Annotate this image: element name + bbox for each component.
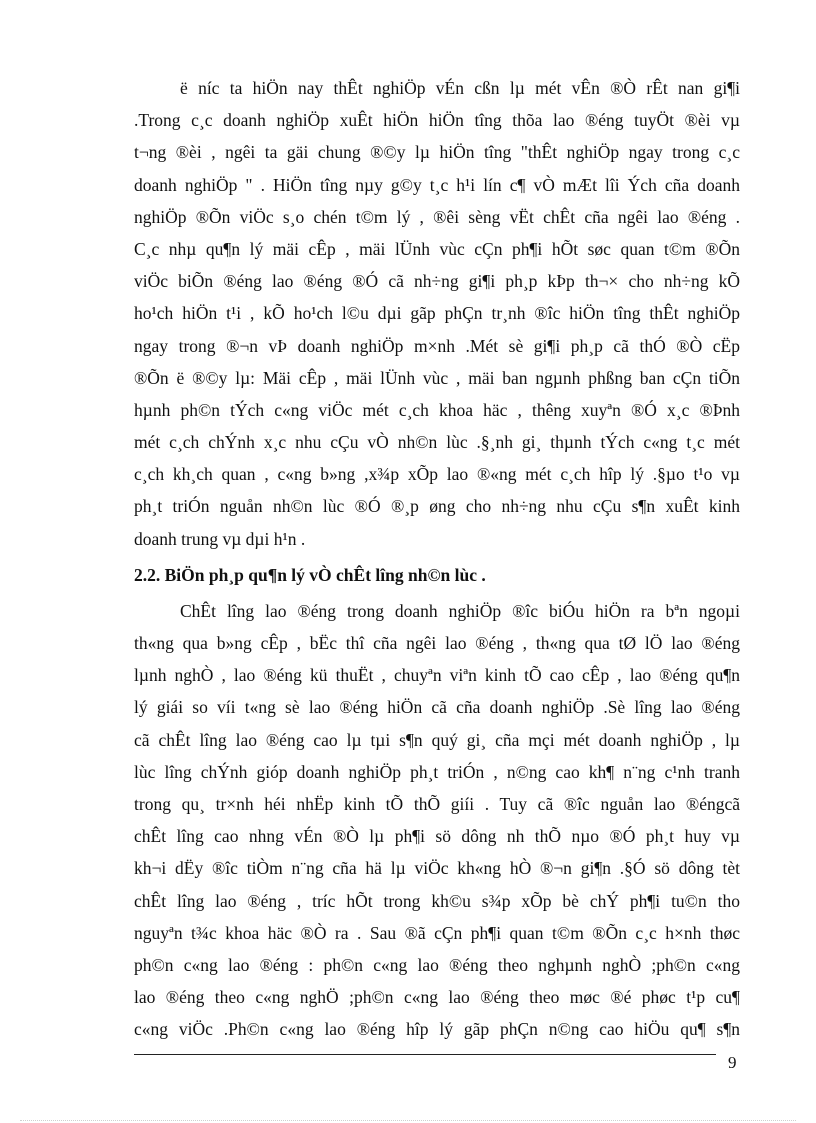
text-line: ChÊt lîng lao ®éng trong doanh nghiÖp ®îc biÓu hiÖn ra bªn ngoµi: [180, 600, 740, 621]
page-edge-divider: [20, 1120, 796, 1121]
text-line: trong qu¸ tr×nh héi nhËp kinh tÕ thÕ giíi . Tuy cã ®îc nguån lao ®éngcã: [134, 793, 740, 814]
text-line: nghiÖp ®Õn viÖc s¸o chén t©m lý , ®êi sèng vËt chÊt cña ngêi lao ®éng .: [134, 206, 740, 227]
text-line: t¬ng ®èi , ngêi ta gäi chung ®©y lµ hiÖn tîng "thÊt nghiÖp ngay trong c¸c: [134, 142, 740, 163]
text-line: chÊt lîng lao ®éng , tríc hÕt trong kh©u s¾p xÕp bè chÝ ph¶i tu©n tho: [134, 890, 740, 911]
text-line: mét c¸ch chÝnh x¸c nhu cÇu vÒ nh©n lùc .§¸nh gi¸ thµnh tÝch c«ng t¸c mét: [134, 432, 740, 453]
text-line: th«ng qua b»ng cÊp , bËc thî cña ngêi lao ®éng , th«ng qua tØ lÖ lao ®éng: [134, 633, 740, 653]
text-line: lµnh nghÒ , lao ®éng kü thuËt , chuyªn viªn kinh tÕ cao cÊp , lao ®éng qu¶n: [134, 665, 740, 686]
text-line: lùc lîng chÝnh gióp doanh nghiÖp ph¸t triÓn , n©ng cao kh¶ n¨ng c¹nh tranh: [134, 761, 740, 782]
footer-rule: [134, 1054, 716, 1055]
text-line: ph¸t triÓn nguån nh©n lùc ®Ó ®¸p øng cho nh÷ng nhu cÇu s¶n xuÊt kinh: [134, 496, 740, 517]
text-line: chÊt lîng cao nhng vÉn ®Ò lµ ph¶i sö dông nh thÕ nµo ®Ó ph¸t huy vµ: [134, 826, 740, 847]
text-line: c«ng viÖc .Ph©n c«ng lao ®éng hîp lý gãp phÇn n©ng cao hiÖu qu¶ s¶n: [134, 1019, 740, 1040]
paragraph-2: [134, 595, 740, 1046]
text-line: lao ®éng theo c«ng nghÖ ;ph©n c«ng lao ®éng theo møc ®é phøc t¹p cu¶: [134, 987, 740, 1008]
text-line: ph©n c«ng lao ®éng : ph©n c«ng lao ®éng theo nghµnh nghÒ ;ph©n c«ng: [134, 954, 740, 975]
page-number: 9: [728, 1053, 737, 1072]
text-line: cã chÊt lîng lao ®éng cao lµ tµi s¶n quý gi¸ cña mçi mét doanh nghiÖp , lµ: [134, 729, 740, 750]
text-line: lý giái so víi t«ng sè lao ®éng hiÖn cã cña doanh nghiÖp .Sè lîng lao ®éng: [134, 697, 740, 718]
text-line: .Trong c¸c doanh nghiÖp xuÊt hiÖn hiÖn tîng thõa lao ®éng tuyÖt ®èi vµ: [134, 110, 740, 131]
text-line: viÖc biÕn ®éng lao ®éng ®Ó cã nh÷ng gi¶i ph¸p kÞp th¬× cho nh÷ng kÕ: [134, 271, 740, 292]
text-line: c¸ch kh¸ch quan , c«ng b»ng ,x¾p xÕp lao ®«ng mét c¸ch hîp lý .§µo t¹o vµ: [134, 464, 740, 485]
text-line: ho¹ch hiÖn t¹i , kÕ ho¹ch l©u dµi gãp phÇn tr¸nh ®îc hiÖn tîng thÊt nghiÖp: [134, 303, 740, 324]
text-line: ®Õn ë ®©y lµ: Mäi cÊp , mäi lÜnh vùc , mäi ban ngµnh phßng ban cÇn tiÕn: [134, 367, 740, 388]
text-line: kh¬i dËy ®îc tiÒm n¨ng cña hä lµ viÖc kh«ng hÒ ®¬n gi¶n .§Ó sö dông tèt: [134, 858, 740, 879]
text-line: C¸c nhµ qu¶n lý mäi cÊp , mäi lÜnh vùc cÇn ph¶i hÕt søc quan t©m ®Õn: [134, 238, 740, 259]
text-line: ngay trong ®¬n vÞ doanh nghiÖp m×nh .Mét sè gi¶i ph¸p cã thÓ ®Ò cËp: [134, 335, 740, 356]
text-line: doanh trung vµ dµi h¹n .: [134, 528, 306, 549]
section-heading: 2.2. BiÖn ph¸p qu¶n lý vÒ chÊt lîng nh©n lùc .: [134, 564, 486, 585]
body-text: [134, 72, 740, 1045]
text-line: doanh nghiÖp " . HiÖn tîng nµy g©y t¸c h¹i lín c¶ vÒ mÆt lîi Ých cña doanh: [134, 174, 740, 195]
paragraph-1: [134, 72, 740, 555]
text-line: hµnh ph©n tÝch c«ng viÖc mét c¸ch khoa häc , thêng xuyªn ®Ó x¸c ®Þnh: [134, 399, 740, 420]
text-line: ë níc ta hiÖn nay thÊt nghiÖp vÉn cßn lµ mét vÊn ®Ò rÊt nan gi¶i: [180, 78, 740, 98]
text-line: nguyªn t¾c khoa häc ®Ò ra . Sau ®ã cÇn ph¶i quan t©m ®Õn c¸c h×nh thøc: [134, 922, 740, 943]
